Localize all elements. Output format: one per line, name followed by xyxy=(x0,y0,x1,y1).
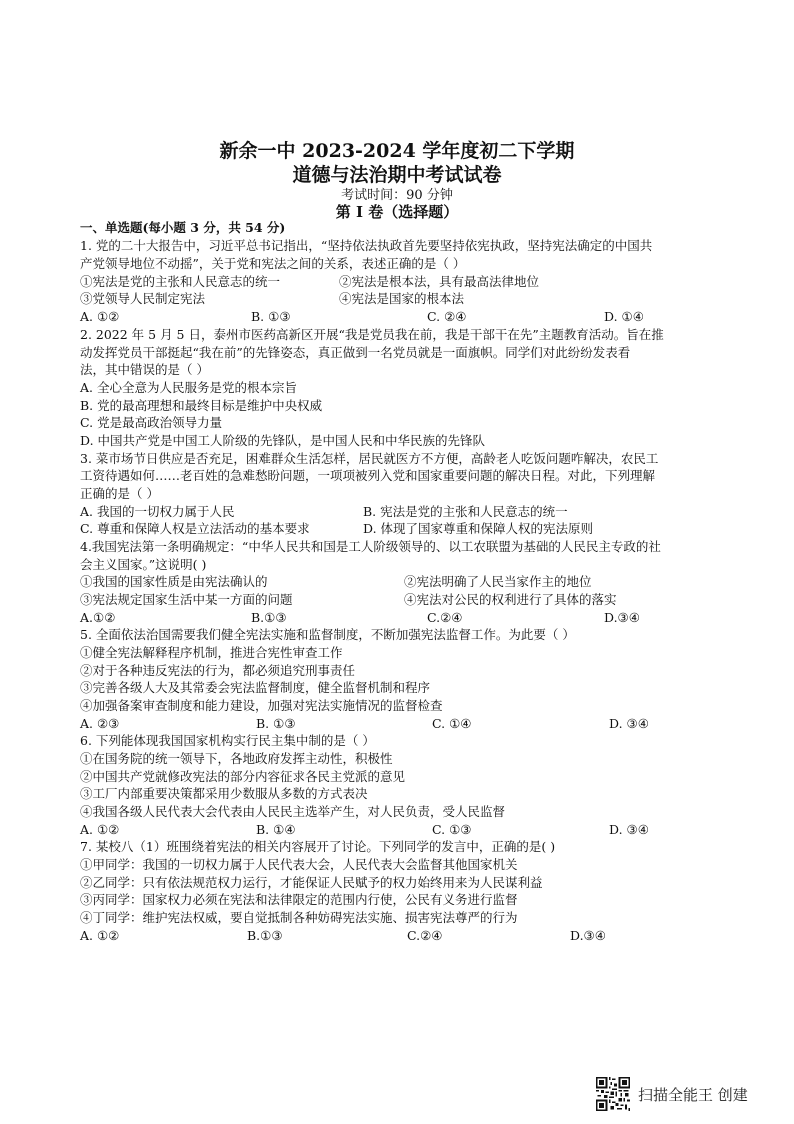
volume-heading: 第 I 卷（选择题） xyxy=(335,203,459,221)
q7-statement-2: ②乙同学：只有依法规范权力运行，才能保证人民赋予的权力始终用来为人民谋利益 xyxy=(80,875,543,890)
q1-option-d: D. ①④ xyxy=(604,309,644,324)
q4-option-c: C.②④ xyxy=(427,610,463,625)
q5-statement-2: ②对于各种违反宪法的行为，都必须追究刑事责任 xyxy=(80,663,356,678)
q5-option-c: C. ①④ xyxy=(432,716,472,731)
qr-code-icon xyxy=(596,1077,630,1111)
q1-statement-1: ①宪法是党的主张和人民意志的统一 xyxy=(80,274,281,289)
q5-statement-4: ④加强备案审查制度和能力建设，加强对宪法实施情况的监督检查 xyxy=(80,698,443,713)
q3-option-b: B. 宪法是党的主张和人民意志的统一 xyxy=(363,504,568,519)
q7-statement-4: ④丁同学：维护宪法权威，要自觉抵制各种妨碍宪法实施、损害宪法尊严的行为 xyxy=(80,910,518,925)
q3-stem-line2: 工资待遇如何……老百姓的急难愁盼问题，一项项被列入党和国家重要问题的解决日程。对此，下列理解 xyxy=(80,468,656,483)
q4-option-d: D.③④ xyxy=(604,610,640,625)
q1-option-a: A. ①② xyxy=(80,309,120,324)
q4-stem-line2: 会主义国家。”这说明( ) xyxy=(80,557,207,572)
q2-option-d: D. 中国共产党是中国工人阶级的先锋队，是中国人民和中华民族的先锋队 xyxy=(80,433,486,448)
q4-statement-2: ②宪法明确了人民当家作主的地位 xyxy=(404,574,592,589)
q1-statement-2: ②宪法是根本法，具有最高法律地位 xyxy=(339,274,540,289)
exam-title-line2: 道德与法治期中考试试卷 xyxy=(292,164,502,186)
q5-option-a: A. ②③ xyxy=(80,716,120,731)
q3-stem-line3: 正确的是（ ） xyxy=(80,486,159,501)
q7-option-b: B.①③ xyxy=(247,928,283,943)
q1-stem-line1: 1. 党的二十大报告中，习近平总书记指出，“坚持依法执政首先要坚持依宪执政，坚持宪法确定的中国共 xyxy=(80,238,653,253)
q5-statement-3: ③完善各级人大及其常委会宪法监督制度，健全监督机制和程序 xyxy=(80,680,431,695)
q3-option-a: A. 我国的一切权力属于人民 xyxy=(80,504,235,519)
q1-option-b: B. ①③ xyxy=(251,309,291,324)
q6-statement-3: ③工厂内部重要决策都采用少数服从多数的方式表决 xyxy=(80,786,368,801)
q1-stem-line2: 产党领导地位不动摇”，关于党和宪法之间的关系，表述正确的是（ ） xyxy=(80,256,466,271)
q6-statement-4: ④我国各级人民代表大会代表由人民民主选举产生，对人民负责，受人民监督 xyxy=(80,804,506,819)
q6-statement-2: ②中国共产党就修改宪法的部分内容征求各民主党派的意见 xyxy=(80,769,406,784)
q1-statement-3: ③党领导人民制定宪法 xyxy=(80,291,206,306)
q7-stem: 7. 某校八（1）班围绕着宪法的相关内容展开了讨论。下列同学的发言中，正确的是( ) xyxy=(80,839,556,854)
q7-option-a: A. ①② xyxy=(80,928,120,943)
q7-option-d: D.③④ xyxy=(570,928,606,943)
q7-statement-1: ①甲同学：我国的一切权力属于人民代表大会，人民代表大会监督其他国家机关 xyxy=(80,857,518,872)
section-heading: 一、单选题(每小题 3 分，共 54 分) xyxy=(80,220,286,235)
q2-stem-line1: 2. 2022 年 5 月 5 日，泰州市医药高新区开展“我是党员我在前，我是干部干在先”主题教育活动。旨在推 xyxy=(80,327,664,342)
exam-title-line1: 新余一中 2023-2024 学年度初二下学期 xyxy=(219,140,575,162)
q7-option-c: C.②④ xyxy=(407,928,443,943)
q4-statement-3: ③宪法规定国家生活中某一方面的问题 xyxy=(80,592,293,607)
q4-option-b: B.①③ xyxy=(251,610,287,625)
q6-option-a: A. ①② xyxy=(80,822,120,837)
q2-stem-line3: 法，其中错误的是（ ） xyxy=(80,362,209,377)
q3-stem-line1: 3. 菜市场节日供应是否充足，困难群众生活怎样，居民就医方不方便，高龄老人吃饭问题咋解决，农民工 xyxy=(80,451,659,466)
q2-option-a: A. 全心全意为人民服务是党的根本宗旨 xyxy=(80,380,297,395)
q1-statement-4: ④宪法是国家的根本法 xyxy=(339,291,465,306)
q1-option-c: C. ②④ xyxy=(427,309,467,324)
q6-statement-1: ①在国务院的统一领导下，各地政府发挥主动性，积极性 xyxy=(80,751,393,766)
q2-stem-line2: 动发挥党员干部挺起“我在前”的先锋姿态，真正做到一名党员就是一面旗帜。同学们对此纷纷发表看 xyxy=(80,345,631,360)
exam-time: 考试时间：90 分钟 xyxy=(341,188,453,203)
q2-option-b: B. 党的最高理想和最终目标是维护中央权威 xyxy=(80,398,323,413)
q4-statement-1: ①我国的国家性质是由宪法确认的 xyxy=(80,574,268,589)
scanner-brand-text: 扫描全能王 创建 xyxy=(638,1085,748,1104)
q6-option-b: B. ①④ xyxy=(256,822,296,837)
q4-stem-line1: 4.我国宪法第一条明确规定：“中华人民共和国是工人阶级领导的、以工农联盟为基础的人民民主专政的社 xyxy=(80,539,661,554)
q6-option-d: D. ③④ xyxy=(609,822,649,837)
q7-statement-3: ③丙同学：国家权力必须在宪法和法律限定的范围内行使，公民有义务进行监督 xyxy=(80,892,518,907)
q3-option-d: D. 体现了国家尊重和保障人权的宪法原则 xyxy=(363,521,594,536)
q2-option-c: C. 党是最高政治领导力量 xyxy=(80,415,223,430)
q5-option-d: D. ③④ xyxy=(609,716,649,731)
q5-option-b: B. ①③ xyxy=(256,716,296,731)
q3-option-c: C. 尊重和保障人权是立法活动的基本要求 xyxy=(80,521,310,536)
q5-statement-1: ①健全宪法解释程序机制，推进合宪性审查工作 xyxy=(80,645,343,660)
q5-stem: 5. 全面依法治国需要我们健全宪法实施和监督制度，不断加强宪法监督工作。为此要（ ） xyxy=(80,627,575,642)
q4-statement-4: ④宪法对公民的权利进行了具体的落实 xyxy=(404,592,617,607)
scanner-watermark xyxy=(596,1076,748,1112)
q6-stem: 6. 下列能体现我国国家机构实行民主集中制的是（ ） xyxy=(80,733,375,748)
q6-option-c: C. ①③ xyxy=(432,822,472,837)
q4-option-a: A.①② xyxy=(80,610,116,625)
